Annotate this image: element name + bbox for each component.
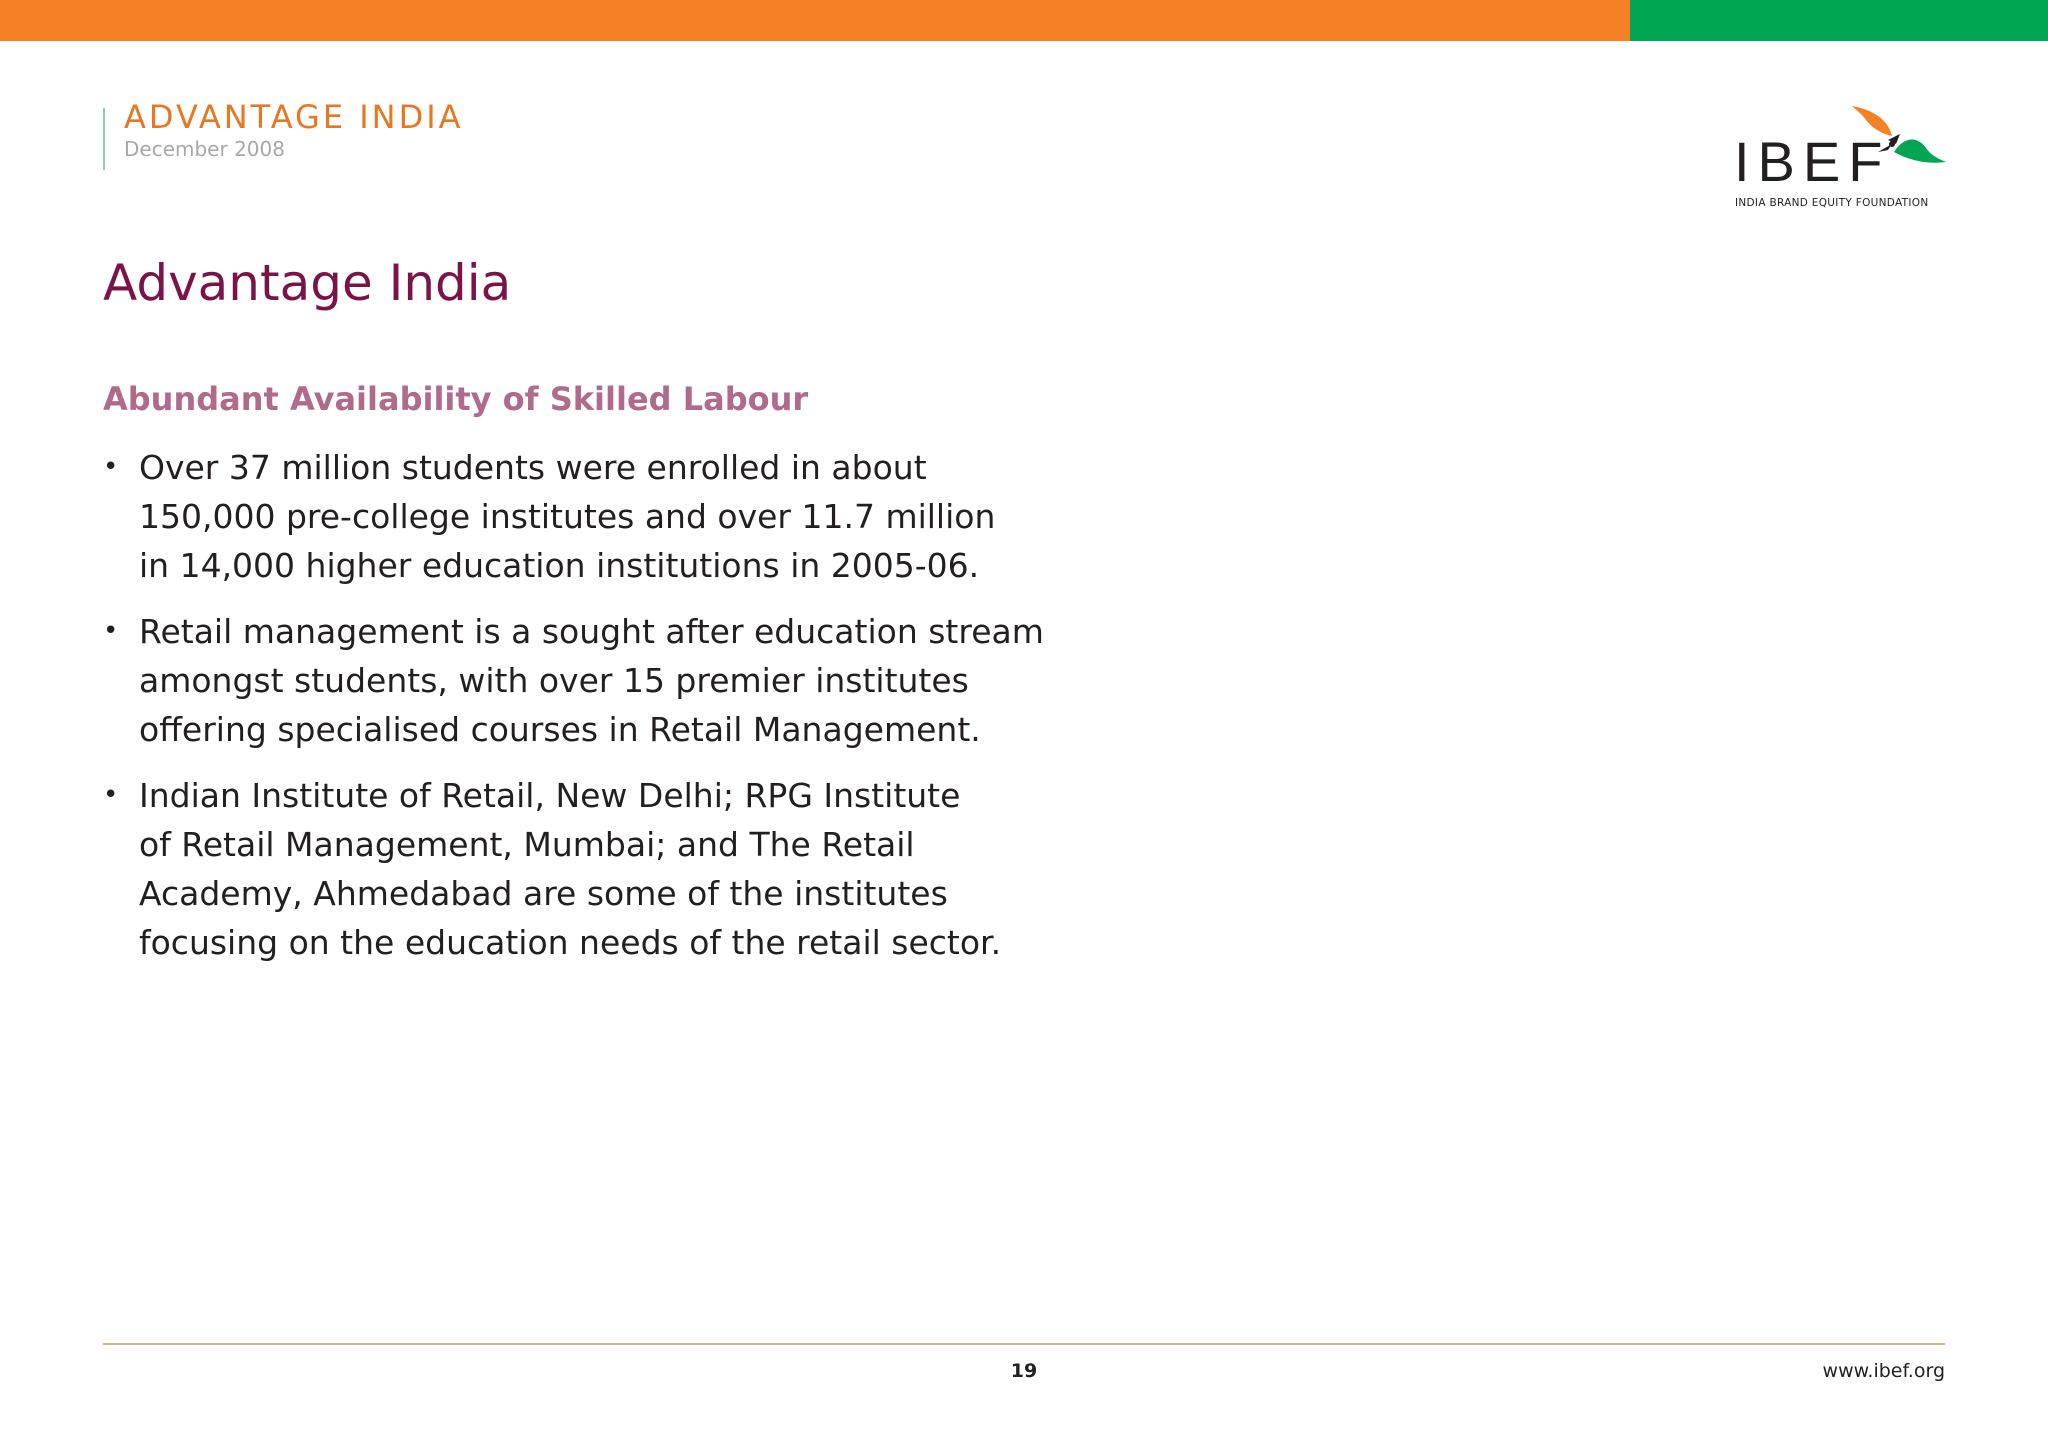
bullet-line: Academy, Ahmedabad are some of the institutes xyxy=(139,874,948,913)
ibef-logo xyxy=(1728,100,1948,212)
bullet-line: in 14,000 higher education institutions in 2005-06. xyxy=(139,546,980,585)
bullet-line: amongst students, with over 15 premier institutes xyxy=(139,661,969,700)
header-date: December 2008 xyxy=(124,137,285,161)
top-bar-orange xyxy=(0,0,1630,41)
bullet-line: offering specialised courses in Retail Management. xyxy=(139,710,981,749)
logo-tagline: INDIA BRAND EQUITY FOUNDATION xyxy=(1735,197,1929,209)
bullet-line: Retail management is a sought after education stream xyxy=(139,612,1044,651)
page-number: 19 xyxy=(1010,1360,1038,1382)
bullet-line: Over 37 million students were enrolled in about xyxy=(139,448,927,487)
bullet-line: of Retail Management, Mumbai; and The Retail xyxy=(139,825,915,864)
bullet-item xyxy=(103,607,1044,754)
logo-wordmark: IBEF xyxy=(1734,130,1891,193)
bullet-line: Indian Institute of Retail, New Delhi; RPG Institute xyxy=(139,776,961,815)
footer-divider xyxy=(103,1343,1945,1345)
bullet-line: focusing on the education needs of the retail sector. xyxy=(139,923,1002,962)
bullet-item xyxy=(103,771,1003,967)
section-subheading: Abundant Availability of Skilled Labour xyxy=(103,380,809,418)
website-link[interactable]: www.ibef.org xyxy=(1822,1360,1945,1382)
header-divider xyxy=(103,108,105,170)
bullet-dot-icon: • xyxy=(103,616,119,646)
top-bar-green xyxy=(1630,0,2048,41)
bullet-item xyxy=(103,443,1003,590)
bullet-line: 150,000 pre-college institutes and over 11.7 million xyxy=(139,497,996,536)
top-color-bar xyxy=(0,0,2048,41)
bullet-dot-icon: • xyxy=(103,452,119,482)
bullet-dot-icon: • xyxy=(103,780,119,810)
header-title: ADVANTAGE INDIA xyxy=(124,98,464,136)
page-title: Advantage India xyxy=(103,254,512,312)
bullet-list xyxy=(103,443,1044,984)
